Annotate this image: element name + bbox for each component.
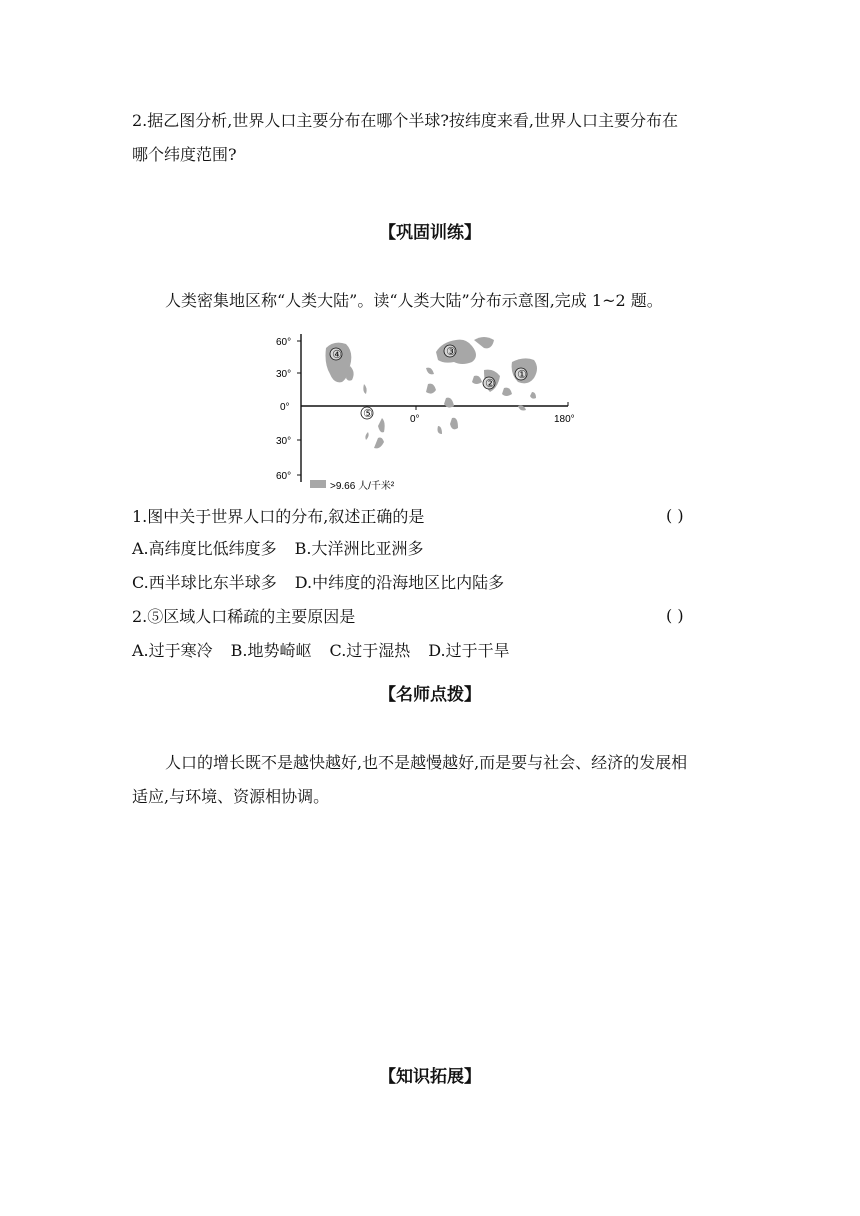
- question-2-line-1: 2.据乙图分析,世界人口主要分布在哪个半球?按纬度来看,世界人口主要分布在: [132, 111, 679, 130]
- lat-label-60s: 60°: [276, 471, 292, 482]
- q1-options-row-1: [132, 538, 424, 560]
- legend-label: >9.66 人/千米²: [330, 481, 395, 492]
- q1-answer-paren: ( ): [666, 506, 684, 525]
- q2-option-d: D.过于干旱: [428, 641, 510, 660]
- q2-option-b: B.地势崎岖: [230, 641, 312, 660]
- population-map: [268, 322, 598, 494]
- region-label-5: ⑤: [363, 408, 373, 420]
- heading-teacher-tips: 【名师点拨】: [379, 685, 481, 705]
- question-2-line-2: 哪个纬度范围?: [132, 145, 237, 164]
- q2-stem: 2.⑤区域人口稀疏的主要原因是: [132, 607, 356, 626]
- region-label-2: ②: [485, 378, 495, 390]
- lat-label-30n: 30°: [276, 369, 292, 380]
- tips-line-1: 人口的增长既不是越快越好,也不是越慢越好,而是要与社会、经济的发展相: [165, 753, 688, 772]
- region-label-1: ①: [517, 369, 527, 381]
- lon-label-0: 0°: [410, 414, 420, 425]
- dense-regions: [326, 337, 538, 448]
- q2-options-row: [132, 640, 510, 662]
- q1-option-a: A.高纬度比低纬度多: [132, 539, 277, 558]
- intro-paragraph: 人类密集地区称“人类大陆”。读“人类大陆”分布示意图,完成 1~2 题。: [165, 291, 663, 310]
- q1-stem: 1.图中关于世界人口的分布,叙述正确的是: [132, 507, 425, 526]
- q1-options-row-2: [132, 572, 504, 594]
- legend-swatch: [310, 480, 326, 488]
- lat-label-60n: 60°: [276, 337, 292, 348]
- region-label-4: ④: [332, 349, 342, 361]
- q2-answer-paren: ( ): [666, 606, 684, 625]
- heading-knowledge-extension: 【知识拓展】: [379, 1067, 481, 1087]
- lat-label-0: 0°: [280, 402, 290, 413]
- q2-option-a: A.过于寒冷: [132, 641, 213, 660]
- q1-option-c: C.西半球比东半球多: [132, 573, 277, 592]
- lat-label-30s: 30°: [276, 436, 292, 447]
- q1-option-d: D.中纬度的沿海地区比内陆多: [294, 573, 505, 592]
- region-label-3: ③: [446, 346, 456, 358]
- q2-option-c: C.过于湿热: [329, 641, 411, 660]
- q1-option-b: B.大洋洲比亚洲多: [294, 539, 424, 558]
- lon-label-180: 180°: [554, 414, 575, 425]
- tips-line-2: 适应,与环境、资源相协调。: [132, 787, 330, 806]
- heading-consolidation: 【巩固训练】: [379, 223, 481, 243]
